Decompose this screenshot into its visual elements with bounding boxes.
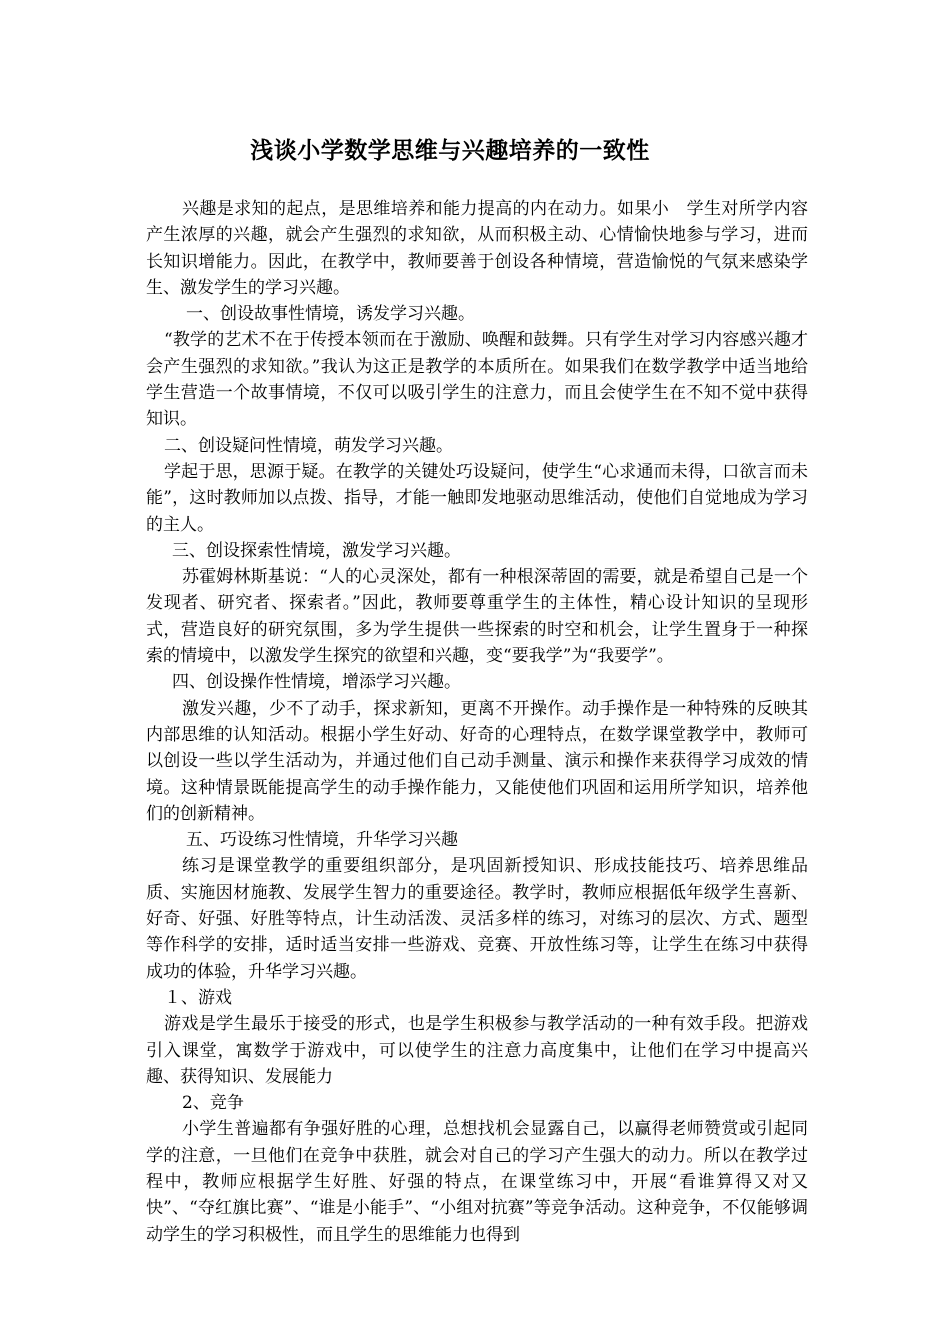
subsection-heading-game: １、游戏	[164, 987, 232, 1008]
paragraph-section-2: 学起于思，思源于疑。在教学的关键处巧设疑问，使学生“心求通而未得，口欲言而未能”，这时教师加以点拨、指导，才能一触即发地驱动思维活动，使他们自觉地成为学习的主人。	[146, 461, 808, 535]
paragraph-competition: 小学生普遍都有争强好胜的心理，总想找机会显露自己，以赢得老师赞赏或引起同学的注意，一旦他们在竞争中获胜，就会对自己的学习产生强大的动力。所以在教学过程中，教师应根据学生好胜、好强的特点，在课堂练习中，开展“看谁算得又对又快”、“夺红旗比赛”、“谁是小能手”、“小组对抗赛”等竞争活动。这种竞争，不仅能够调动学生的学习积极性，而且学生的思维能力也得到	[146, 1119, 808, 1245]
paragraph-section-5: 练习是课堂教学的重要组织部分，是巩固新授知识、形成技能技巧、培养思维品质、实施因材施教、发展学生智力的重要途径。教学时，教师应根据低年级学生喜新、好奇、好强、好胜等特点，计生动活泼、灵活多样的练习，对练习的层次、方式、题型等作科学的安排，适时适当安排一些游戏、竞赛、开放性练习等，让学生在练习中获得成功的体验，升华学习兴趣。	[146, 856, 808, 982]
paragraph-intro: 兴趣是求知的起点，是思维培养和能力提高的内在动力。如果小 学生对所学内容产生浓厚的兴趣，就会产生强烈的求知欲，从而积极主动、心情愉快地参与学习，进而长知识增能力。因此，在教学中，教师要善于创设各种情境，营造愉悦的气氛来感染学生、激发学生的学习兴趣。	[146, 199, 808, 298]
section-heading-3: 三、创设探索性情境，激发学习兴趣。	[172, 540, 461, 561]
document-title: 浅谈小学数学思维与兴趣培养的一致性	[250, 137, 650, 164]
section-heading-1: 一、创设故事性情境，诱发学习兴趣。	[186, 304, 475, 325]
paragraph-section-4: 激发兴趣，少不了动手，探求新知，更离不开操作。动手操作是一种特殊的反映其内部思维的认知活动。根据小学生好动、好奇的心理特点，在数学课堂教学中，教师可以创设一些以学生活动为，并通过他们自己动手测量、演示和操作来获得学习成效的情境。这种情景既能提高学生的动手操作能力，又能使他们巩固和运用所学知识，培养他们的创新精神。	[146, 698, 808, 824]
section-heading-2: 二、创设疑问性情境，萌发学习兴趣。	[164, 435, 453, 456]
paragraph-game: 游戏是学生最乐于接受的形式，也是学生积极参与教学活动的一种有效手段。把游戏引入课堂，寓数学于游戏中，可以使学生的注意力高度集中，让他们在学习中提高兴趣、获得知识、发展能力	[146, 1014, 808, 1087]
paragraph-section-1: “教学的艺术不在于传授本领而在于激励、唤醒和鼓舞。只有学生对学习内容感兴趣才会产生强烈的求知欲。”我认为这正是教学的本质所在。如果我们在数学教学中适当地给学生营造一个故事情境，不仅可以吸引学生的注意力，而且会使学生在不知不觉中获得知识。	[146, 330, 808, 430]
document-body	[146, 196, 808, 1248]
section-heading-5: 五、巧设练习性情境，升华学习兴趣	[186, 830, 458, 851]
subsection-heading-competition: 2、竞争	[182, 1093, 244, 1114]
section-heading-4: 四、创设操作性情境，增添学习兴趣。	[172, 672, 461, 693]
paragraph-section-3: 苏霍姆林斯基说：“人的心灵深处，都有一种根深蒂固的需要，就是希望自己是一个发现者、研究者、探索者。”因此，教师要尊重学生的主体性，精心设计知识的呈现形式，营造良好的研究氛围，多为学生提供一些探索的时空和机会，让学生置身于一种探索的情境中，以激发学生探究的欲望和兴趣，变“要我学”为“我要学”。	[146, 567, 808, 667]
